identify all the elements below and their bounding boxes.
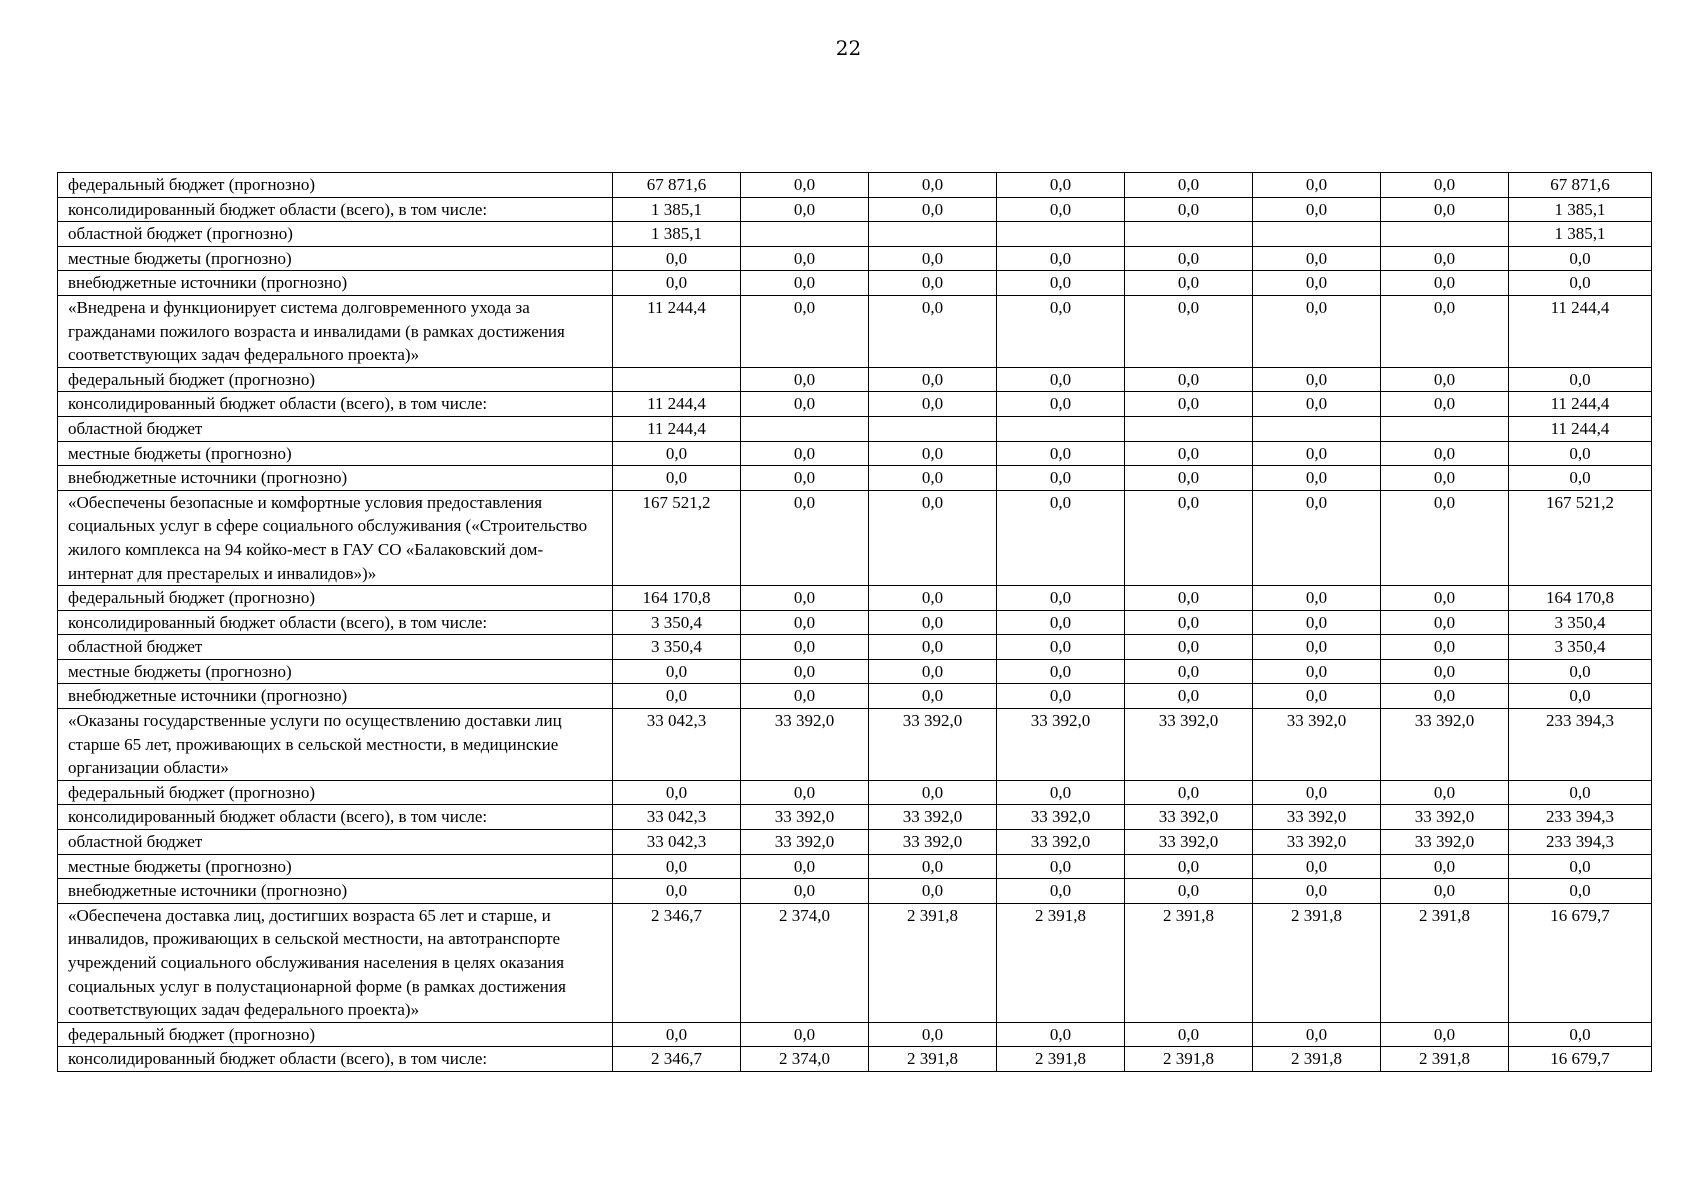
row-value-cell: 0,0 [997,586,1125,611]
row-value-cell: 0,0 [1381,441,1509,466]
row-value-cell: 0,0 [1253,586,1381,611]
row-value-cell: 2 391,8 [997,1047,1125,1072]
row-value-cell: 2 391,8 [869,903,997,1022]
row-value-cell: 0,0 [1125,173,1253,198]
row-value-cell: 0,0 [1253,879,1381,904]
row-value-cell: 0,0 [869,197,997,222]
row-value-cell: 0,0 [613,780,741,805]
row-value-cell: 2 346,7 [613,1047,741,1072]
row-value-cell: 0,0 [1253,684,1381,709]
row-value-cell: 2 374,0 [741,903,869,1022]
row-value-cell: 0,0 [997,659,1125,684]
row-value-cell: 33 042,3 [613,830,741,855]
row-value-cell: 0,0 [997,610,1125,635]
row-value-cell: 0,0 [613,271,741,296]
row-value-cell: 0,0 [1381,466,1509,491]
row-value-cell: 2 346,7 [613,903,741,1022]
row-total-cell: 233 394,3 [1509,805,1652,830]
row-value-cell: 0,0 [1381,392,1509,417]
row-value-cell: 0,0 [997,490,1125,585]
row-value-cell: 0,0 [869,295,997,367]
row-value-cell: 0,0 [1125,392,1253,417]
row-value-cell: 0,0 [741,295,869,367]
row-value-cell: 0,0 [1381,197,1509,222]
row-value-cell: 0,0 [997,879,1125,904]
row-value-cell: 33 392,0 [741,830,869,855]
row-value-cell: 0,0 [1381,173,1509,198]
row-value-cell: 0,0 [997,246,1125,271]
row-label: областной бюджет (прогнозно) [58,222,613,247]
row-value-cell: 33 392,0 [1125,805,1253,830]
row-label: федеральный бюджет (прогнозно) [58,780,613,805]
table-row [58,222,1652,247]
row-value-cell: 0,0 [1125,610,1253,635]
row-value-cell: 0,0 [869,173,997,198]
row-value-cell: 164 170,8 [613,586,741,611]
row-label: «Оказаны государственные услуги по осуществлению доставки лиц старше 65 лет, проживающих в сельской местности, в медицинские организации области» [58,709,613,781]
row-value-cell: 33 392,0 [869,830,997,855]
table-row [58,854,1652,879]
row-value-cell: 33 392,0 [1253,830,1381,855]
row-value-cell [1381,416,1509,441]
row-value-cell: 2 391,8 [1125,903,1253,1022]
table-row [58,173,1652,198]
row-value-cell: 0,0 [1381,271,1509,296]
row-label: внебюджетные источники (прогнозно) [58,684,613,709]
row-value-cell: 1 385,1 [613,222,741,247]
row-value-cell: 0,0 [1381,610,1509,635]
row-value-cell: 0,0 [869,684,997,709]
row-total-cell: 11 244,4 [1509,295,1652,367]
row-value-cell: 0,0 [1253,659,1381,684]
table-row [58,903,1652,1022]
row-value-cell [1253,416,1381,441]
row-value-cell: 0,0 [869,635,997,660]
row-value-cell: 0,0 [1381,367,1509,392]
row-total-cell: 0,0 [1509,246,1652,271]
table-row [58,780,1652,805]
row-value-cell: 0,0 [997,466,1125,491]
row-value-cell: 0,0 [1253,780,1381,805]
row-total-cell: 11 244,4 [1509,392,1652,417]
row-value-cell: 2 391,8 [1381,903,1509,1022]
row-value-cell: 1 385,1 [613,197,741,222]
row-value-cell: 33 392,0 [1381,709,1509,781]
table-row [58,271,1652,296]
row-value-cell: 0,0 [869,441,997,466]
row-value-cell: 0,0 [613,854,741,879]
row-value-cell: 0,0 [1125,1022,1253,1047]
table-row [58,367,1652,392]
row-value-cell: 0,0 [1381,295,1509,367]
row-value-cell: 0,0 [613,879,741,904]
row-value-cell: 0,0 [1381,684,1509,709]
row-label: «Обеспечена доставка лиц, достигших возраста 65 лет и старше, и инвалидов, проживающих в сельской местности, на автотранспорте учреждений социального обслуживания населения в целях оказания социальных услуг в полустационарной форме (в рамках достижения соответствующих задач федерального проекта)» [58,903,613,1022]
table-row [58,392,1652,417]
row-label: консолидированный бюджет области (всего), в том числе: [58,805,613,830]
row-value-cell: 0,0 [613,466,741,491]
row-value-cell: 0,0 [1253,246,1381,271]
row-total-cell: 3 350,4 [1509,635,1652,660]
table-row [58,879,1652,904]
row-value-cell: 0,0 [1381,586,1509,611]
row-value-cell: 0,0 [997,392,1125,417]
table-row [58,805,1652,830]
row-total-cell: 0,0 [1509,879,1652,904]
row-value-cell: 0,0 [1253,1022,1381,1047]
row-value-cell: 0,0 [869,780,997,805]
row-total-cell: 0,0 [1509,367,1652,392]
row-value-cell: 167 521,2 [613,490,741,585]
row-total-cell: 233 394,3 [1509,709,1652,781]
row-value-cell: 0,0 [869,1022,997,1047]
row-value-cell: 0,0 [741,367,869,392]
row-label: областной бюджет [58,416,613,441]
budget-table-body [58,173,1652,1072]
row-value-cell: 0,0 [741,610,869,635]
row-value-cell: 0,0 [1125,271,1253,296]
row-value-cell: 0,0 [741,635,869,660]
row-value-cell [869,416,997,441]
row-value-cell: 0,0 [1125,684,1253,709]
row-value-cell: 33 042,3 [613,709,741,781]
row-value-cell: 0,0 [869,246,997,271]
row-label: консолидированный бюджет области (всего), в том числе: [58,392,613,417]
row-value-cell [1125,416,1253,441]
row-value-cell: 0,0 [613,1022,741,1047]
row-value-cell: 0,0 [869,466,997,491]
row-value-cell: 33 392,0 [997,830,1125,855]
row-value-cell: 33 392,0 [1125,830,1253,855]
row-value-cell: 0,0 [1253,271,1381,296]
row-value-cell: 33 392,0 [997,709,1125,781]
row-value-cell [613,367,741,392]
row-label: «Обеспечены безопасные и комфортные условия предоставления социальных услуг в сфере социального обслуживания («Строительство жилого комплекса на 94 койко-мест в ГАУ СО «Балаковский дом-интернат для престарелых и инвалидов»)» [58,490,613,585]
row-total-cell: 67 871,6 [1509,173,1652,198]
row-value-cell: 11 244,4 [613,392,741,417]
row-value-cell: 0,0 [1125,197,1253,222]
row-value-cell: 0,0 [1125,441,1253,466]
row-value-cell: 0,0 [1125,780,1253,805]
row-value-cell: 0,0 [613,246,741,271]
row-label: консолидированный бюджет области (всего), в том числе: [58,610,613,635]
row-value-cell: 0,0 [741,780,869,805]
row-value-cell: 0,0 [1253,295,1381,367]
table-row [58,441,1652,466]
row-value-cell: 0,0 [1125,466,1253,491]
row-value-cell: 2 391,8 [1253,903,1381,1022]
row-value-cell: 11 244,4 [613,295,741,367]
table-row [58,586,1652,611]
row-label: внебюджетные источники (прогнозно) [58,271,613,296]
row-value-cell: 0,0 [1253,441,1381,466]
row-value-cell: 0,0 [869,392,997,417]
row-value-cell [741,416,869,441]
row-value-cell: 0,0 [997,684,1125,709]
row-total-cell: 0,0 [1509,659,1652,684]
row-label: консолидированный бюджет области (всего), в том числе: [58,197,613,222]
row-value-cell: 0,0 [1125,879,1253,904]
row-value-cell: 0,0 [1253,490,1381,585]
row-value-cell: 0,0 [1125,586,1253,611]
row-value-cell: 33 392,0 [869,805,997,830]
row-label: «Внедрена и функционирует система долговременного ухода за гражданами пожилого возраста и инвалидами (в рамках достижения соответствующих задач федерального проекта)» [58,295,613,367]
row-value-cell: 0,0 [869,854,997,879]
row-value-cell: 2 391,8 [1381,1047,1509,1072]
row-value-cell: 0,0 [1253,367,1381,392]
row-total-cell: 233 394,3 [1509,830,1652,855]
row-value-cell: 0,0 [741,879,869,904]
row-value-cell: 33 392,0 [1381,830,1509,855]
row-value-cell: 0,0 [1125,659,1253,684]
table-row [58,197,1652,222]
row-value-cell: 0,0 [997,780,1125,805]
row-value-cell: 0,0 [741,684,869,709]
table-row [58,246,1652,271]
row-value-cell: 3 350,4 [613,635,741,660]
row-label: местные бюджеты (прогнозно) [58,441,613,466]
table-row [58,416,1652,441]
row-total-cell: 0,0 [1509,271,1652,296]
row-total-cell: 1 385,1 [1509,197,1652,222]
row-value-cell: 2 391,8 [997,903,1125,1022]
row-label: местные бюджеты (прогнозно) [58,659,613,684]
page-number: 22 [835,36,862,60]
row-label: областной бюджет [58,635,613,660]
row-value-cell: 0,0 [997,441,1125,466]
row-total-cell: 0,0 [1509,684,1652,709]
row-total-cell: 11 244,4 [1509,416,1652,441]
row-label: областной бюджет [58,830,613,855]
row-total-cell: 3 350,4 [1509,610,1652,635]
row-value-cell: 0,0 [869,879,997,904]
row-value-cell [741,222,869,247]
row-label: внебюджетные источники (прогнозно) [58,466,613,491]
row-value-cell: 0,0 [997,295,1125,367]
table-row [58,466,1652,491]
row-value-cell [997,416,1125,441]
row-value-cell: 0,0 [741,441,869,466]
row-value-cell: 33 392,0 [869,709,997,781]
row-label: местные бюджеты (прогнозно) [58,854,613,879]
row-value-cell: 0,0 [997,1022,1125,1047]
row-value-cell: 0,0 [1125,490,1253,585]
row-value-cell [997,222,1125,247]
row-value-cell: 0,0 [1381,246,1509,271]
row-value-cell: 0,0 [997,197,1125,222]
row-value-cell [869,222,997,247]
row-value-cell: 2 374,0 [741,1047,869,1072]
row-value-cell: 33 392,0 [741,709,869,781]
row-value-cell: 0,0 [1253,610,1381,635]
table-row [58,295,1652,367]
row-value-cell: 33 392,0 [1381,805,1509,830]
row-label: федеральный бюджет (прогнозно) [58,1022,613,1047]
table-row [58,490,1652,585]
row-total-cell: 164 170,8 [1509,586,1652,611]
row-label: внебюджетные источники (прогнозно) [58,879,613,904]
row-value-cell: 0,0 [741,392,869,417]
row-value-cell: 0,0 [997,173,1125,198]
table-row [58,659,1652,684]
row-value-cell: 0,0 [741,246,869,271]
budget-table [57,172,1652,1072]
row-value-cell: 67 871,6 [613,173,741,198]
row-value-cell: 0,0 [1381,490,1509,585]
row-value-cell: 0,0 [1125,246,1253,271]
row-value-cell: 0,0 [997,271,1125,296]
row-total-cell: 0,0 [1509,854,1652,879]
row-value-cell: 0,0 [1253,854,1381,879]
row-value-cell: 2 391,8 [1253,1047,1381,1072]
row-total-cell: 16 679,7 [1509,1047,1652,1072]
row-value-cell: 0,0 [1381,635,1509,660]
row-label: федеральный бюджет (прогнозно) [58,586,613,611]
row-value-cell: 33 392,0 [1253,805,1381,830]
row-value-cell: 0,0 [741,1022,869,1047]
row-value-cell: 0,0 [1253,197,1381,222]
row-value-cell: 0,0 [869,586,997,611]
row-value-cell: 0,0 [869,367,997,392]
row-value-cell: 0,0 [741,586,869,611]
row-value-cell: 0,0 [997,854,1125,879]
row-value-cell: 0,0 [1381,1022,1509,1047]
row-value-cell: 0,0 [741,173,869,198]
row-label: федеральный бюджет (прогнозно) [58,173,613,198]
row-value-cell [1381,222,1509,247]
row-value-cell: 0,0 [1381,879,1509,904]
row-value-cell: 3 350,4 [613,610,741,635]
row-total-cell: 0,0 [1509,1022,1652,1047]
row-value-cell: 0,0 [741,466,869,491]
row-value-cell: 0,0 [997,635,1125,660]
row-value-cell: 0,0 [613,659,741,684]
row-value-cell: 2 391,8 [1125,1047,1253,1072]
row-total-cell: 0,0 [1509,466,1652,491]
row-value-cell: 33 392,0 [997,805,1125,830]
row-value-cell: 0,0 [1125,295,1253,367]
row-value-cell: 0,0 [1253,392,1381,417]
row-value-cell [1253,222,1381,247]
row-value-cell: 0,0 [869,271,997,296]
row-value-cell: 0,0 [741,659,869,684]
row-value-cell: 0,0 [869,490,997,585]
row-value-cell [1125,222,1253,247]
row-value-cell: 0,0 [1125,367,1253,392]
row-value-cell: 0,0 [1253,173,1381,198]
row-label: федеральный бюджет (прогнозно) [58,367,613,392]
row-total-cell: 16 679,7 [1509,903,1652,1022]
row-value-cell: 2 391,8 [869,1047,997,1072]
row-value-cell: 0,0 [869,610,997,635]
row-value-cell: 0,0 [741,490,869,585]
row-total-cell: 0,0 [1509,441,1652,466]
table-row [58,684,1652,709]
row-total-cell: 167 521,2 [1509,490,1652,585]
row-value-cell: 33 042,3 [613,805,741,830]
table-row [58,830,1652,855]
row-value-cell: 0,0 [1125,635,1253,660]
row-value-cell: 33 392,0 [1125,709,1253,781]
row-value-cell: 0,0 [869,659,997,684]
row-value-cell: 33 392,0 [741,805,869,830]
table-row [58,1047,1652,1072]
row-value-cell: 0,0 [997,367,1125,392]
table-row [58,709,1652,781]
row-label: консолидированный бюджет области (всего), в том числе: [58,1047,613,1072]
row-value-cell: 0,0 [613,684,741,709]
table-row [58,610,1652,635]
table-row [58,1022,1652,1047]
row-value-cell: 0,0 [741,197,869,222]
row-value-cell: 0,0 [1253,466,1381,491]
row-value-cell: 0,0 [1381,780,1509,805]
row-value-cell: 0,0 [741,854,869,879]
row-total-cell: 0,0 [1509,780,1652,805]
row-value-cell: 0,0 [1125,854,1253,879]
row-value-cell: 0,0 [1381,854,1509,879]
row-total-cell: 1 385,1 [1509,222,1652,247]
row-value-cell: 0,0 [1253,635,1381,660]
row-value-cell: 0,0 [613,441,741,466]
row-value-cell: 0,0 [1381,659,1509,684]
row-value-cell: 33 392,0 [1253,709,1381,781]
row-value-cell: 11 244,4 [613,416,741,441]
row-label: местные бюджеты (прогнозно) [58,246,613,271]
table-row [58,635,1652,660]
row-value-cell: 0,0 [741,271,869,296]
